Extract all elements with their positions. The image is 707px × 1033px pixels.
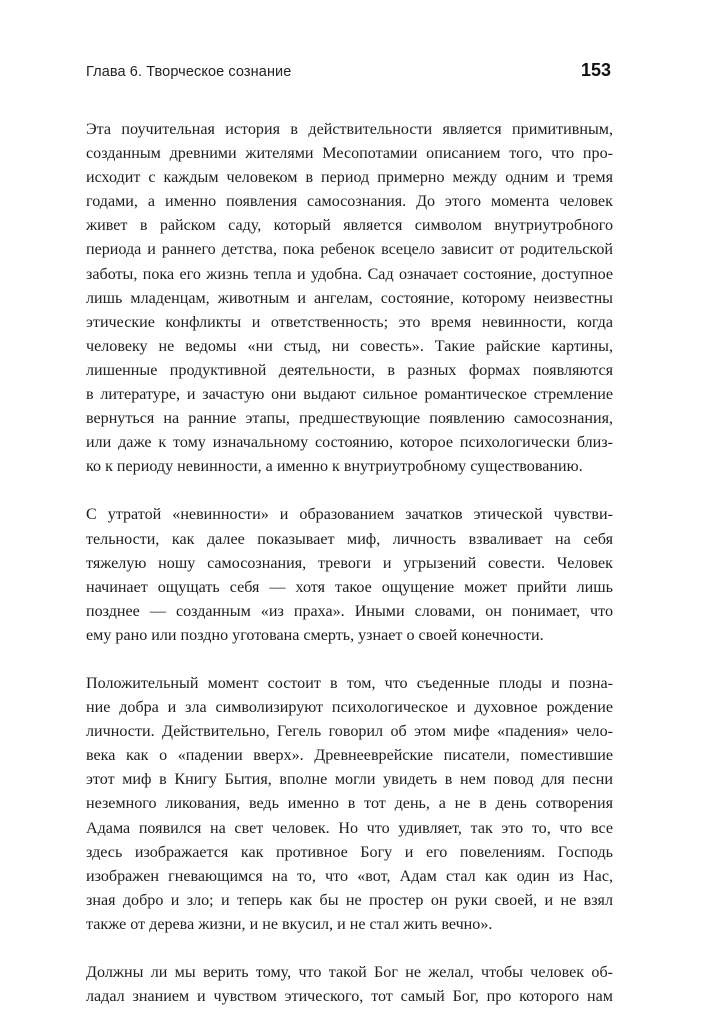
paragraph (86, 961, 613, 1009)
paragraph (86, 503, 613, 648)
text-line: тяжелую ношу самосознания, тревоги и угрызений совести. Человек (86, 554, 613, 572)
text-line: здесь изображается как противное Богу и его повелениям. Господь (86, 843, 613, 861)
text-line: зная добро и зло; и теперь как бы не простер он руки своей, и не взял (86, 891, 613, 909)
text-line: лишенные продуктивной деятельности, в разных формах появляются (86, 361, 613, 379)
text-line: в литературе, и зачастую они выдают сильное романтическое стремление (86, 386, 613, 404)
body-text (86, 118, 613, 1033)
text-line: этические конфликты и ответственность; это время невинности, когда (86, 313, 613, 331)
running-header (86, 60, 611, 84)
text-line: годами, а именно появления самосознания. До этого момента человек (86, 193, 613, 211)
text-line: Адама появился на свет человек. Но что удивляет, так это то, что все (86, 819, 613, 837)
text-line: ко к периоду невинности, а именно к внутриутробному существованию. (86, 458, 583, 476)
text-line: изображен гневающимся на то, что «вот, Адам стал как один из Нас, (86, 867, 613, 885)
text-line: этот миф в Книгу Бытия, вполне могли увидеть в нем повод для песни (86, 771, 613, 789)
text-line: тельности, как далее показывает миф, личность взваливает на себя (86, 530, 613, 548)
text-line: Должны ли мы верить тому, что такой Бог не желал, чтобы человек об- (86, 964, 613, 981)
text-line: личности. Действительно, Гегель говорил об этом мифе «падения» чело- (86, 723, 613, 741)
text-line: Положительный момент состоит в том, что съеденные плоды и позна- (86, 674, 613, 692)
text-line: вернуться на ранние этапы, предшествующие появлению самосознания, (86, 410, 613, 428)
paragraph (86, 118, 613, 479)
text-line: также от дерева жизни, и не вкусил, и не стал жить вечно». (86, 915, 493, 933)
page-number: 153 (580, 60, 611, 80)
text-line: ему рано или поздно уготована смерть, узнает о своей конечности. (86, 626, 544, 644)
text-line: ние добра и зла символизируют психологическое и духовное рождение (86, 699, 613, 717)
text-line: Эта поучительная история в действительности является примитивным, (86, 121, 613, 138)
text-line: лишь младенцам, животным и ангелам, состояние, которому неизвестны (86, 289, 613, 307)
text-line: позднее — созданным «из праха». Иными словами, он понимает, что (86, 602, 613, 620)
text-line: периода и раннего детства, пока ребенок всецело зависит от родительской (86, 241, 613, 259)
text-line: ладал знанием и чувством этического, тот самый Бог, про которого нам (86, 988, 613, 1006)
text-line: исходит с каждым человеком в период примерно между одним и тремя (86, 169, 613, 187)
text-line: века как о «падении вверх». Древнееврейские писатели, поместившие (86, 747, 613, 765)
text-line: заботы, пока его жизнь тепла и удобна. Сад означает состояние, доступное (86, 265, 613, 283)
text-line: неземного ликования, ведь именно в тот день, а не в день сотворения (86, 795, 613, 813)
text-line: человеку не ведомы «ни стыд, ни совесть». Такие райские картины, (86, 337, 613, 355)
text-line: созданным древними жителями Месопотамии описанием того, что про- (86, 145, 613, 163)
text-line: живет в райском саду, который является символом внутриутробного (86, 217, 613, 235)
text-line: С утратой «невинности» и образованием зачатков этической чувстви- (86, 506, 613, 524)
text-line: или даже к тому изначальному состоянию, которое психологически близ- (86, 434, 613, 452)
chapter-title: Глава 6. Творческое сознание (86, 64, 292, 80)
paragraph (86, 672, 613, 937)
text-line: начинает ощущать себя — хотя такое ощущение может прийти лишь (86, 578, 613, 596)
